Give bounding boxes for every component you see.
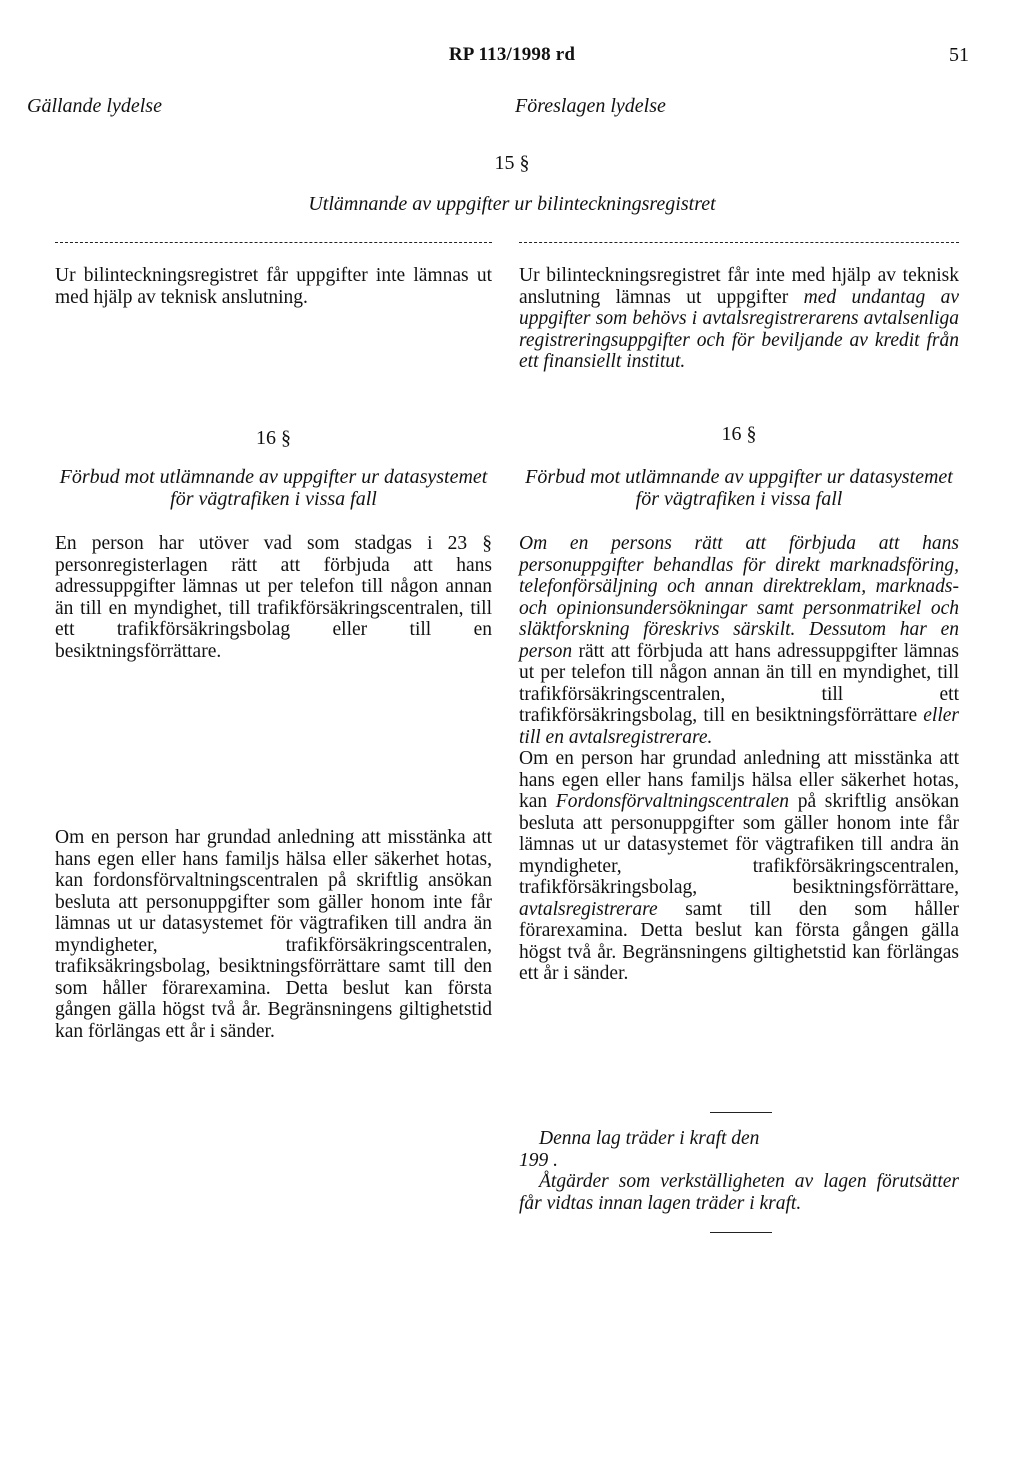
closing-line-3: Åtgärder som verkställigheten av lagen förutsätter får vidtas innan lagen träder i kraft. [519, 1171, 959, 1214]
section-16-right-paragraph-2 [519, 748, 959, 985]
section-16-left-paragraph-2: Om en person har grundad anledning att misstänka att hans egen eller hans familjs hälsa eller säkerhet hotas, kan fordonsförvaltningscentralen på skriftlig ansökan besluta att personuppgifter som gäller honom inte får lämnas ut ur datasystemet för vägtrafiken till andra än myndigheter, trafikförsäkringscentralen, trafiksäkringsbolag, besiktningsförrättare samt till den som håller förarexamina. Detta beslut kan första gången gälla högst två år. Begränsningens giltighetstid kan förlängas ett år i sänder. [55, 827, 492, 1042]
section-16-number-left: 16 § [256, 427, 291, 449]
closing-rule-bottom [710, 1232, 772, 1233]
section-16-right-para2-c: samt till den som håller förarexamina. Detta beslut kan första gången gälla högst två år. Begränsningens giltighetstid kan förlängas ett år i sänder. [519, 898, 959, 984]
section-16-right-plain: rätt att förbjuda att hans adressuppgifter lämnas ut per telefon till någon annan än till en myndighet, till trafikförsäkringscentralen, till ett trafikförsäkringsbolag, till en besiktningsförrättare [519, 640, 959, 726]
section-16-number-right: 16 § [721, 423, 757, 445]
section-16-right-italic-a: Om en persons rätt att förbjuda att hans personuppgifter behandlas för direkt marknadsföring, telefonförsäljning och annan direktreklam, marknads- och opinionsundersökningar samt personmatrikel och släktforskning föreskrivs särskilt. Dessutom har en person [519, 533, 959, 662]
page-header-title: RP 113/1998 rd [448, 44, 576, 65]
section-15-left-text [55, 265, 492, 308]
section-16-right-italic-b: eller till en avtalsregistrerare. [519, 705, 959, 748]
closing-rule-top [710, 1112, 772, 1113]
section-16-right-para2-italic-b: avtalsregistrerare [519, 898, 658, 920]
section-16-right-para2-b: på skriftlig ansökan besluta att personuppgifter som gäller honom inte får lämnas ut ur datasystemet för vägtrafiken till andra än myndigheter, trafikförsäkringscentralen, trafikförsäkringsbolag, besiktningsförrättare, [519, 791, 959, 898]
section-15-left-paragraph: Ur bilinteckningsregistret får uppgifter inte lämnas ut med hjälp av teknisk anslutning. [55, 265, 492, 308]
section-15-right-plain: Ur bilinteckningsregistret får inte med hjälp av teknisk anslutning lämnas ut uppgifter [519, 265, 959, 308]
section-16-right-para2-italic-a: Fordonsförvaltningscentralen [555, 791, 790, 812]
section-15-heading: Utlämnande av uppgifter ur bilinteckningsregistret [308, 193, 716, 215]
section-15-right-text [519, 265, 959, 373]
section-16-right-paragraph-1 [519, 533, 959, 748]
column-heading-proposed: Föreslagen lydelse [515, 95, 666, 117]
section-16-left-para-2 [55, 827, 492, 1042]
section-15-right-italic: med undantag av uppgifter som behövs i avtalsregistrerarens avtalsenliga registreringsuppgifter och för beviljande av kredit från ett finansiellt institut. [519, 286, 959, 372]
section-16-left-para-1 [55, 533, 492, 662]
left-dashed-separator [55, 242, 492, 243]
section-16-right-para2-a: Om en person har grundad anledning att misstänka att hans egen eller hans familjs hälsa eller säkerhet hotas, kan [519, 748, 959, 812]
column-heading-current: Gällande lydelse [27, 95, 162, 117]
section-16-right-text [519, 533, 959, 985]
section-16-heading-left: Förbud mot utlämnande av uppgifter ur datasystemet för vägtrafiken i vissa fall [59, 466, 488, 510]
right-dashed-separator [519, 242, 959, 243]
section-16-heading-right: Förbud mot utlämnande av uppgifter ur datasystemet för vägtrafiken i vissa fall [525, 466, 953, 510]
section-16-left-paragraph-1: En person har utöver vad som stadgas i 23 § personregisterlagen rätt att förbjuda att hans adressuppgifter lämnas ut per telefon till någon annan än till en myndighet, till trafikförsäkringscentralen, till ett trafikförsäkringsbolag eller till en besiktningsförrättare. [55, 533, 492, 662]
section-15-number: 15 § [494, 152, 530, 174]
page-number: 51 [949, 44, 969, 66]
closing-provisions [519, 1128, 959, 1214]
closing-line-1: Denna lag träder i kraft den [539, 1128, 760, 1149]
section-15-right-paragraph [519, 265, 959, 373]
closing-line-2: 199 . [519, 1149, 558, 1171]
